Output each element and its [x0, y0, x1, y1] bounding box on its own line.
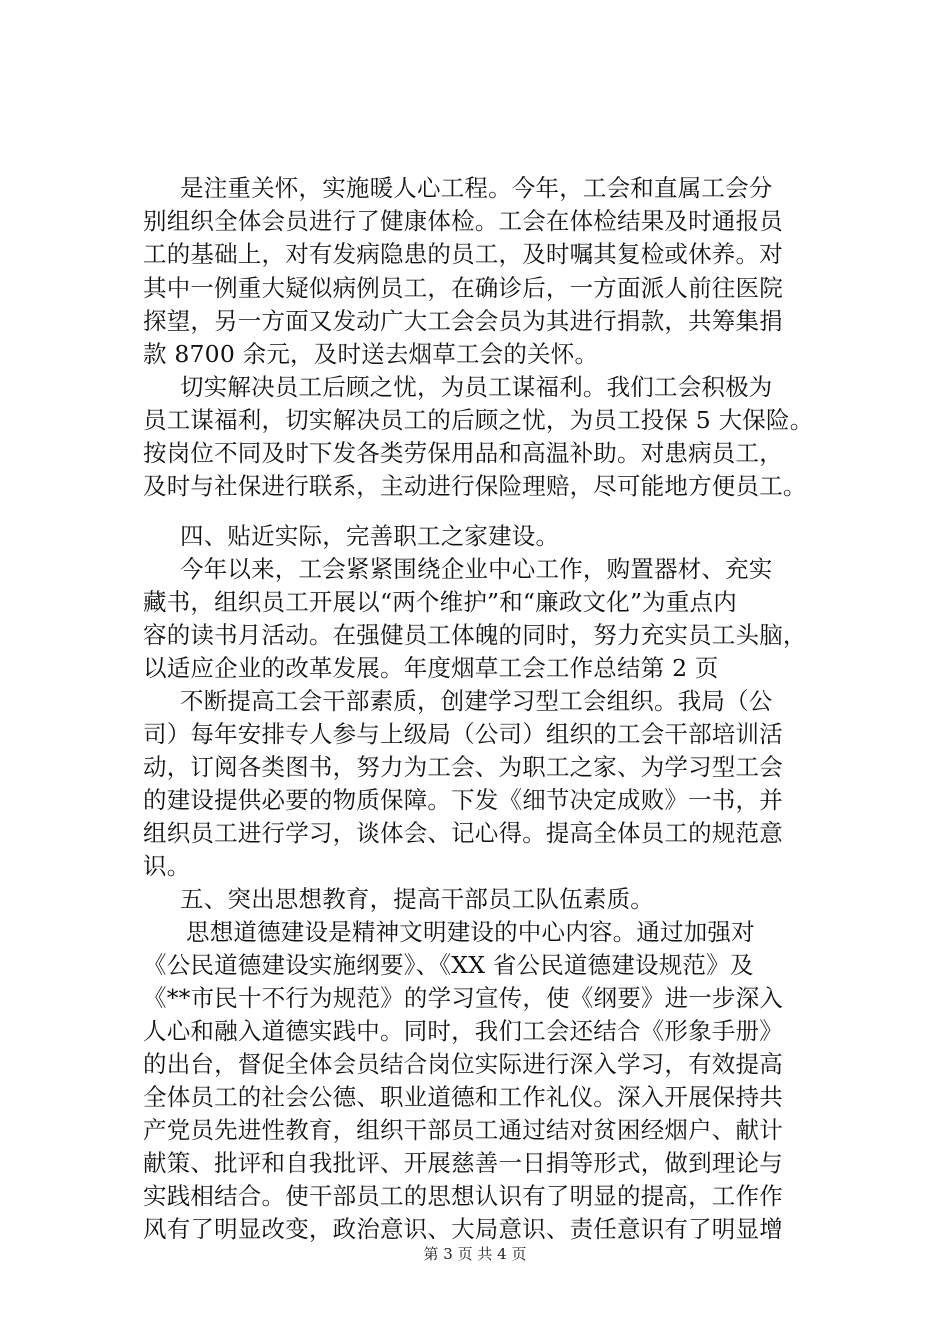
text-line: 组织员工进行学习，谈体会、记心得。提高全体员工的规范意 [143, 819, 783, 847]
text-line: 识。 [143, 852, 191, 880]
section-heading: 五、突出思想教育，提高干部员工队伍素质。 [180, 885, 654, 913]
text-line: 《公民道德建设实施纲要》、《XX 省公民道德建设规范》及 [143, 951, 754, 979]
text-line: 司）每年安排专人参与上级局（公司）组织的工会干部培训活 [143, 720, 783, 748]
text-line: 全体员工的社会公德、职业道德和工作礼仪。深入开展保持共 [143, 1083, 783, 1111]
text-line: 风有了明显改变，政治意识、大局意识、责任意识有了明显增 [143, 1215, 783, 1243]
text-line: 实践相结合。使干部员工的思想认识有了明显的提高，工作作 [143, 1182, 783, 1210]
text-line: 其中一例重大疑似病例员工，在确诊后，一方面派人前往医院 [143, 274, 783, 302]
text-line: 是注重关怀，实施暖人心工程。今年，工会和直属工会分 [180, 174, 773, 202]
text-line: 思想道德建设是精神文明建设的中心内容。通过加强对 [186, 918, 755, 946]
text-line: 藏书，组织员工开展以“两个维护”和“廉政文化”为重点内 [143, 588, 737, 616]
text-line: 别组织全体会员进行了健康体检。工会在体检结果及时通报员 [143, 207, 783, 235]
section-heading: 四、贴近实际，完善职工之家建设。 [180, 522, 560, 550]
text-line: 动，订阅各类图书，努力为工会、为职工之家、为学习型工会 [143, 753, 783, 781]
text-line: 切实解决员工后顾之忧，为员工谋福利。我们工会积极为 [180, 373, 773, 401]
text-line: 工的基础上，对有发病隐患的员工，及时嘱其复检或休养。对 [143, 240, 783, 268]
text-line: 容的读书月活动。在强健员工体魄的同时，努力充实员工头脑， [143, 621, 807, 649]
page-footer: 第 3 页 共 4 页 [423, 1245, 527, 1263]
text-line: 探望，另一方面又发动广大工会会员为其进行捐款，共筹集捐 [143, 307, 783, 335]
text-line: 产党员先进性教育，组织干部员工通过结对贫困经烟户、献计 [143, 1116, 783, 1144]
text-line: 的建设提供必要的物质保障。下发《细节决定成败》一书，并 [143, 786, 783, 814]
text-line: 以适应企业的改革发展。年度烟草工会工作总结第 2 页 [143, 654, 719, 682]
text-line: 今年以来，工会紧紧围绕企业中心工作，购置器材、充实 [180, 555, 773, 583]
text-line: 员工谋福利，切实解决员工的后顾之忧，为员工投保 5 大保险。 [143, 406, 814, 434]
text-line: 按岗位不同及时下发各类劳保用品和高温补助。对患病员工， [143, 439, 783, 467]
text-line: 不断提高工会干部素质，创建学习型工会组织。我局（公 [180, 687, 773, 715]
text-line: 献策、批评和自我批评、开展慈善一日捐等形式，做到理论与 [143, 1149, 783, 1177]
text-line: 及时与社保进行联系，主动进行保险理赔，尽可能地方便员工。 [143, 472, 807, 500]
text-line: 款 8700 余元，及时送去烟草工会的关怀。 [143, 340, 599, 368]
text-line: 人心和融入道德实践中。同时，我们工会还结合《形象手册》 [143, 1017, 783, 1045]
text-line: 的出台，督促全体会员结合岗位实际进行深入学习，有效提高 [143, 1050, 783, 1078]
text-line: 《**市民十不行为规范》的学习宣传，使《纲要》进一步深入 [143, 984, 784, 1012]
